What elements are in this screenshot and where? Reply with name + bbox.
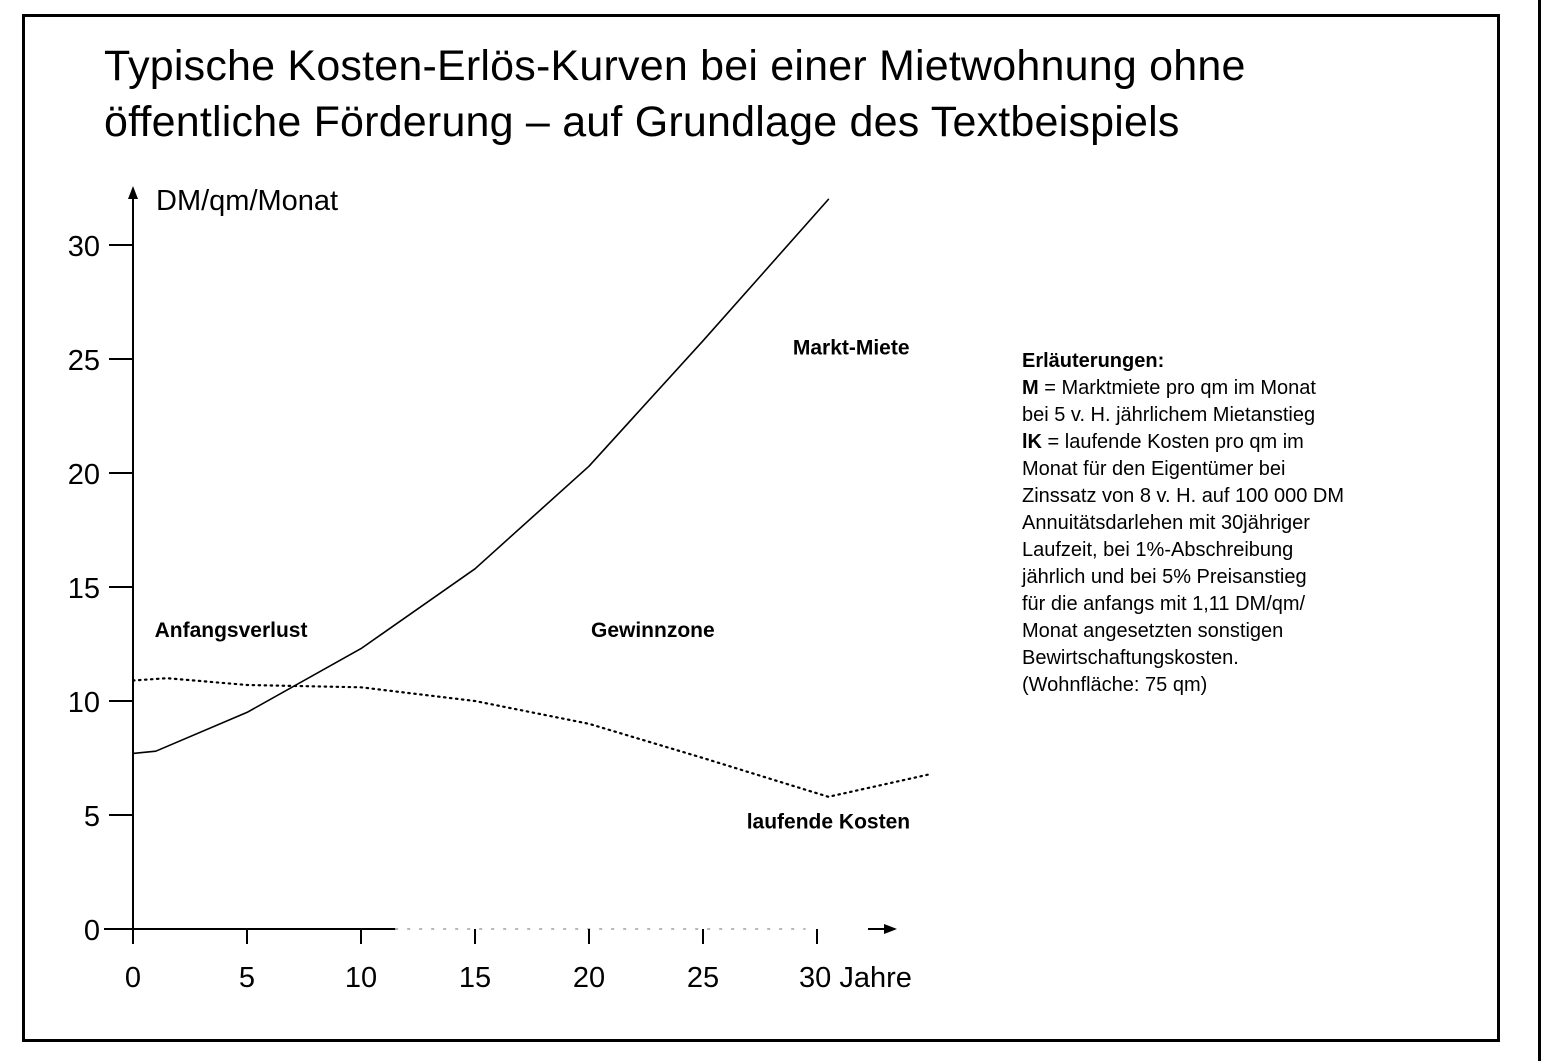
y-tick-label: 0	[83, 915, 100, 947]
axis-ticks	[68, 231, 912, 994]
legend-line-4: Monat für den Eigentümer bei	[1022, 458, 1286, 480]
legend-line-2: bei 5 v. H. jährlichem Mietanstieg	[1022, 404, 1316, 426]
legend-line-10: Monat angesetzten sonstigen	[1022, 620, 1284, 642]
x-tick-label: 0	[124, 962, 142, 994]
legend-explanations	[1022, 348, 1462, 699]
series-markt-miete	[133, 199, 828, 753]
legend-line-5: Zinssatz von 8 v. H. auf 100 000 DM	[1022, 485, 1345, 507]
legend-line-11: Bewirtschaftungskosten.	[1022, 647, 1239, 669]
annotation-anfangsverlust: Anfangsverlust	[154, 619, 308, 643]
legend-line-7: Laufzeit, bei 1%-Abschreibung	[1022, 539, 1294, 561]
legend-line-6: Annuitätsdarlehen mit 30jähriger	[1022, 512, 1310, 534]
legend-abbrev-lk: lK	[1022, 431, 1042, 453]
legend-line-3	[1022, 429, 1462, 456]
axis-labels	[156, 185, 338, 217]
x-tick-label: 15	[458, 962, 492, 994]
x-tick-label: 30 Jahre	[799, 962, 912, 994]
x-tick-label: 5	[238, 962, 256, 994]
annotation-markt-miete: Markt-Miete	[792, 336, 910, 360]
chart-title-line-1: Typische Kosten-Erlös-Kurven bei einer Mietwohnung ohne	[104, 42, 1246, 90]
x-axis-arrow	[884, 924, 897, 934]
x-tick-label: 25	[686, 962, 720, 994]
legend-abbrev-m: M	[1022, 377, 1039, 399]
y-axis-label: DM/qm/Monat	[156, 185, 339, 217]
x-tick-label: 10	[344, 962, 378, 994]
chart-annotations	[155, 336, 910, 833]
legend-line-3-text: = laufende Kosten pro qm im	[1042, 431, 1304, 453]
series-laufende-kosten	[133, 678, 931, 797]
annotation-laufende-kosten: laufende Kosten	[746, 810, 911, 834]
legend-line-9: für die anfangs mit 1,11 DM/qm/	[1022, 593, 1306, 615]
legend-line-12: (Wohnfläche: 75 qm)	[1022, 674, 1208, 696]
data-series	[133, 199, 931, 796]
y-axis-arrow	[128, 186, 138, 199]
y-tick-label: 20	[67, 459, 100, 491]
chart-title-line-2: öffentliche Förderung – auf Grundlage des Textbeispiels	[104, 98, 1180, 146]
legend-line-1	[1022, 375, 1462, 402]
legend-heading: Erläuterungen:	[1022, 350, 1165, 372]
y-tick-label: 25	[67, 345, 100, 377]
annotation-gewinnzone: Gewinnzone	[590, 619, 715, 643]
legend-line-8: jährlich und bei 5% Preisanstieg	[1022, 566, 1307, 588]
y-tick-label: 10	[67, 687, 100, 719]
y-tick-label: 5	[83, 801, 100, 833]
legend-line-1-text: = Marktmiete pro qm im Monat	[1038, 377, 1316, 399]
y-tick-label: 15	[67, 573, 100, 605]
x-tick-label: 20	[572, 962, 606, 994]
y-tick-label: 30	[67, 231, 100, 263]
